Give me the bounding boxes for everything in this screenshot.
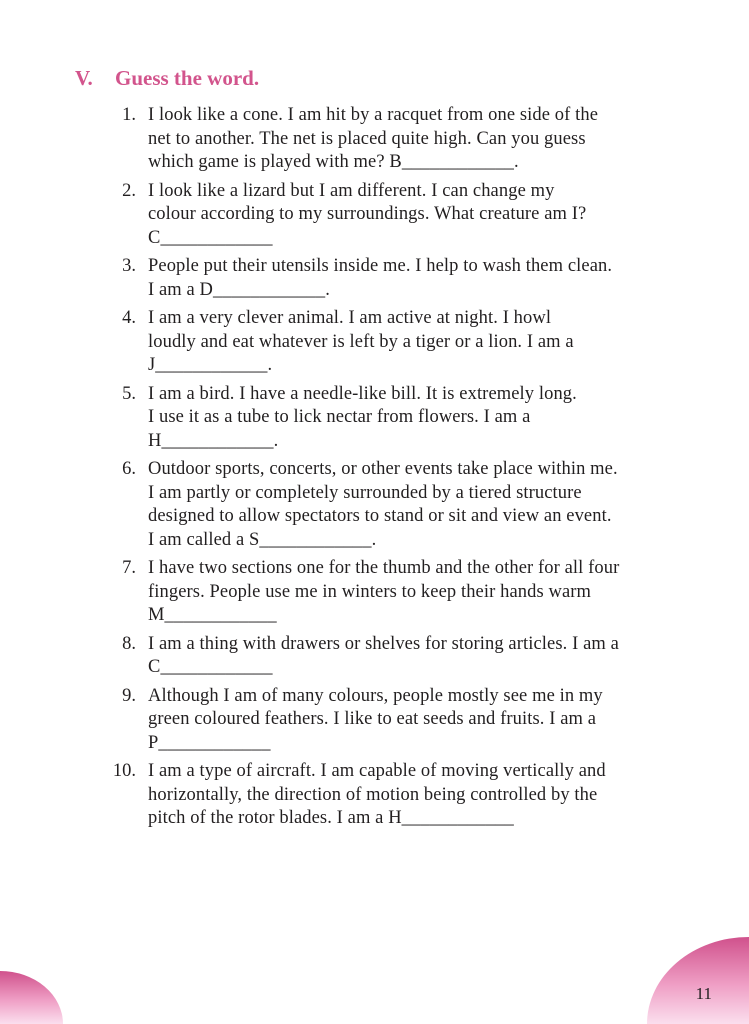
riddle-line: I am a type of aircraft. I am capable of moving vertically and <box>148 761 606 781</box>
riddle-line: designed to allow spectators to stand or sit and view an event. <box>148 506 612 526</box>
riddle-item <box>105 633 705 680</box>
riddle-line: I look like a cone. I am hit by a racquet from one side of the <box>148 105 599 125</box>
section-numeral: V. <box>75 66 93 90</box>
corner-decoration-left <box>0 971 63 1024</box>
item-number: 6. <box>122 459 136 479</box>
riddle-line: Outdoor sports, concerts, or other events take place within me. <box>148 459 618 479</box>
riddle-line: colour according to my surroundings. What creature am I? <box>148 204 587 224</box>
item-number: 9. <box>122 685 136 706</box>
riddle-line: I am a bird. I have a needle-like bill. It is extremely long. <box>148 383 577 404</box>
item-text <box>148 383 577 454</box>
riddle-line: J____________. <box>148 355 273 375</box>
item-number: 3. <box>122 256 136 276</box>
item-text <box>148 685 603 756</box>
riddle-line: I use it as a tube to lick nectar from flowers. I am a <box>148 407 531 427</box>
riddle-line: net to another. The net is placed quite high. Can you guess <box>148 128 586 149</box>
item-text <box>148 180 586 251</box>
riddle-item <box>105 255 705 302</box>
item-number: 10. <box>112 761 136 781</box>
item-text <box>148 255 612 302</box>
riddle-line: I am a thing with drawers or shelves for storing articles. I am a <box>148 633 619 654</box>
riddle-line: P____________ <box>148 732 271 753</box>
riddle-line: I look like a lizard but I am different. I can change my <box>148 180 555 201</box>
riddle-line: I am a D____________. <box>148 279 330 300</box>
item-text <box>148 633 619 680</box>
riddle-item <box>105 104 705 175</box>
riddle-line: M____________ <box>148 605 277 625</box>
page-number: 11 <box>695 984 712 1003</box>
item-number: 5. <box>122 383 136 404</box>
riddle-line: I have two sections one for the thumb and the other for all four <box>148 558 620 578</box>
riddle-line: loudly and eat whatever is left by a tiger or a lion. I am a <box>148 331 574 352</box>
section-title: Guess the word. <box>115 66 260 90</box>
item-number: 1. <box>122 105 136 125</box>
riddle-item <box>105 307 705 378</box>
item-text <box>148 307 574 378</box>
item-text <box>148 458 618 552</box>
riddle-line: People put their utensils inside me. I help to wash them clean. <box>148 256 613 276</box>
riddle-line: horizontally, the direction of motion being controlled by the <box>148 784 598 805</box>
riddle-line: pitch of the rotor blades. I am a H____________ <box>148 808 514 828</box>
riddle-line: I am partly or completely surrounded by a tiered structure <box>148 482 582 503</box>
riddle-line: Although I am of many colours, people mostly see me in my <box>148 685 603 706</box>
riddle-item <box>105 383 705 454</box>
riddle-line: H____________. <box>148 430 279 451</box>
riddle-list <box>105 104 705 836</box>
item-number: 7. <box>122 558 136 578</box>
corner-decoration-right <box>647 937 749 1024</box>
riddle-item <box>105 557 705 628</box>
riddle-line: C____________ <box>148 227 273 248</box>
section-heading <box>75 66 259 91</box>
item-number: 4. <box>122 308 136 328</box>
riddle-item <box>105 458 705 552</box>
riddle-line: green coloured feathers. I like to eat seeds and fruits. I am a <box>148 709 597 729</box>
item-text <box>148 104 598 175</box>
riddle-line: I am a very clever animal. I am active at night. I howl <box>148 308 552 328</box>
riddle-line: fingers. People use me in winters to keep their hands warm <box>148 581 592 602</box>
riddle-line: C____________ <box>148 657 273 677</box>
riddle-line: which game is played with me? B____________. <box>148 152 519 172</box>
riddle-item <box>105 685 705 756</box>
item-number: 8. <box>122 633 136 654</box>
item-number: 2. <box>122 180 136 201</box>
riddle-item <box>105 180 705 251</box>
item-text <box>148 760 606 831</box>
item-text <box>148 557 619 628</box>
riddle-line: I am called a S____________. <box>148 529 377 550</box>
riddle-item <box>105 760 705 831</box>
